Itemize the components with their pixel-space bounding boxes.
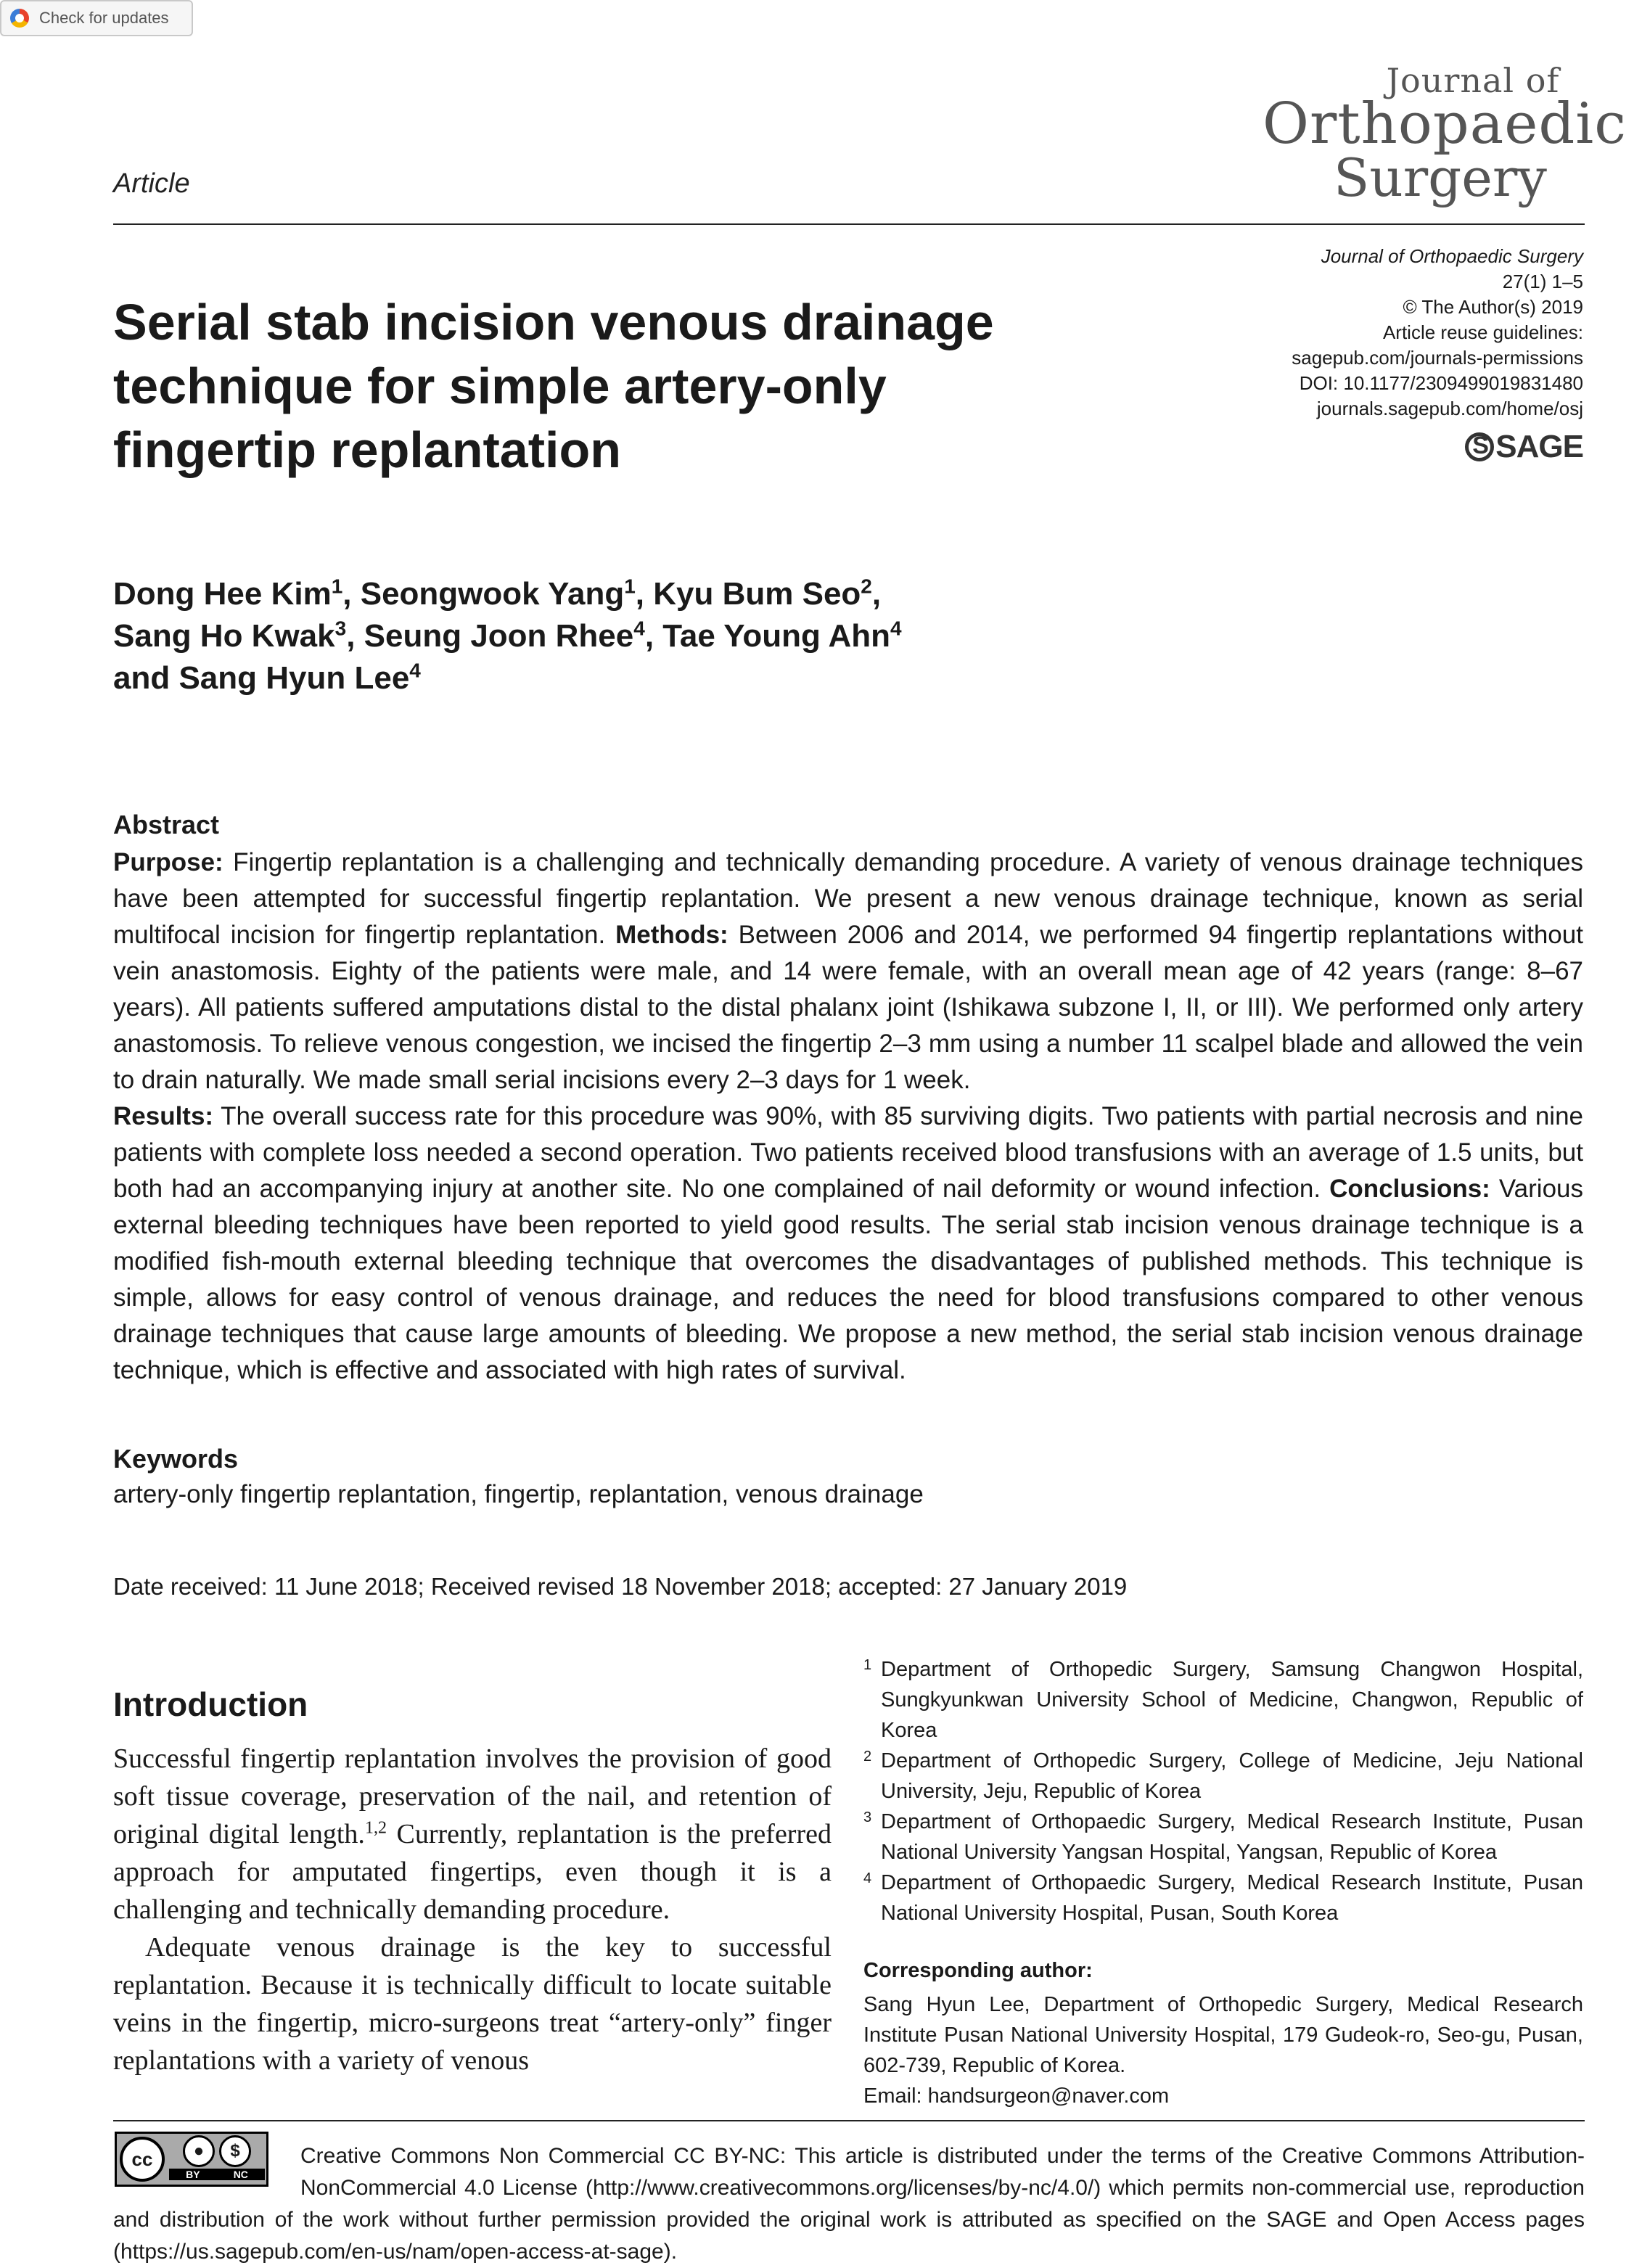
affiliation-number: 2 <box>863 1749 872 1764</box>
sage-logo-icon <box>1465 432 1494 461</box>
introduction-paragraph-1 <box>113 1740 832 1928</box>
intro-p1-citation[interactable]: 1,2 <box>364 1818 387 1838</box>
author-separator: , <box>635 576 654 612</box>
journal-logo-line3: Surgery <box>1334 147 1547 208</box>
abstract-conclusions: Various external bleeding techniques have been reported to yield good results. The serial stab incision venous drainage technique is a modified fish-mouth external bleeding technique that overcomes the disadvantages of published methods. This technique is simple, allows for easy control of venous drainage, and reduces the need for blood transfusions compared to other venous drainage techniques that cause large amounts of bleeding. We propose a new method, the serial stab incision venous drainage technique, which is effective and associated with high rates of survival. <box>113 1175 1583 1384</box>
abstract-results: The overall success rate for this procedure was 90%, with 85 surviving digits. Two patients with partial necrosis and nine patients with complete loss needed a second operation. Two patients received blood transfusions with an average of 1.5 units, but both had an accompanying injury at another site. No one complained of nail deformity or wound infection. <box>113 1102 1583 1203</box>
author-name[interactable]: Dong Hee Kim <box>113 576 332 612</box>
author-affiliation-marker: 4 <box>409 659 421 682</box>
affiliations-list <box>863 1654 1583 1928</box>
corresponding-author-details <box>863 1989 1583 2111</box>
meta-doi[interactable]: DOI: 10.1177/2309499019831480 <box>1299 372 1583 394</box>
introduction-body <box>113 1740 832 2079</box>
abstract-body <box>113 845 1583 1389</box>
author-name[interactable]: Seongwook Yang <box>360 576 625 612</box>
meta-reuse-link[interactable]: sagepub.com/journals-permissions <box>1292 347 1583 369</box>
footer-divider <box>113 2120 1585 2121</box>
author-affiliation-marker: 3 <box>334 617 347 640</box>
intro-p1-text-a: Successful fingertip replantation involves the provision of good soft tissue coverage, preservation of the nail, and retention of original digital length. <box>113 1743 832 1849</box>
sage-logo <box>1463 428 1583 466</box>
abstract-purpose: Fingertip replantation is a challenging and technically demanding procedure. A variety of venous drainage techniques have been attempted for successful fingertip replantation. We present a new venous drainage technique, known as serial multifocal incision for fingertip replantation. <box>113 848 1583 949</box>
check-for-updates-label: Check for updates <box>39 9 169 27</box>
affiliation-text: Department of Orthopaedic Surgery, Medical Research Institute, Pusan National University Hospital, Pusan, South Korea <box>881 1871 1583 1925</box>
author-affiliation-marker: 1 <box>331 575 343 598</box>
meta-journal-name: Journal of Orthopaedic Surgery <box>1321 245 1583 267</box>
cc-license-badge[interactable] <box>115 2132 268 2187</box>
author-name[interactable]: Tae Young Ahn <box>662 618 890 654</box>
affiliation-item <box>863 1654 1583 1746</box>
cc-nc-label: NC <box>233 2169 248 2180</box>
journal-logo-line1: Journal of <box>1386 61 1560 100</box>
article-type-label: Article <box>113 168 190 199</box>
corresponding-author-heading: Corresponding author: <box>863 1959 1093 1982</box>
header-divider <box>113 223 1585 225</box>
author-affiliation-marker: 4 <box>890 617 902 640</box>
author-name[interactable]: Kyu Bum Seo <box>653 576 861 612</box>
corresponding-author-address: Sang Hyun Lee, Department of Orthopedic Surgery, Medical Research Institute Pusan National University Hospital, 179 Gudeok-ro, Seo-gu, Pusan, 602-739, Republic of Korea. <box>863 1993 1583 2077</box>
affiliation-text: Department of Orthopedic Surgery, College of Medicine, Jeju National University, Jeju, Republic of Korea <box>881 1749 1583 1803</box>
introduction-paragraph-2: Adequate venous drainage is the key to successful replantation. Because it is technically difficult to locate suitable veins in the fingertip, micro-surgeons treat “artery-only” finger replantations with a variety of venous <box>113 1932 832 2076</box>
author-affiliation-marker: 1 <box>624 575 636 598</box>
check-for-updates-button[interactable] <box>0 0 193 36</box>
author-name[interactable]: and Sang Hyun Lee <box>113 660 410 696</box>
article-title: Serial stab incision venous drainage technique for simple artery-only fingertip replantation <box>113 294 994 478</box>
author-name[interactable]: Seung Joon Rhee <box>364 618 634 654</box>
license-text: Creative Commons Non Commercial CC BY-NC: This article is distributed under the terms of the Creative Commons Attribution-NonCommercial 4.0 License (http://www.creativecommons.org/licenses/by-nc/4.0/) which permits non-commercial use, reproduction and distribution of the work without further permission provided the original work is attributed as specified on the SAGE and Open Access pages (https://us.sagepub.com/en-us/nam/open-access-at-sage). <box>113 2144 1585 2264</box>
attribution-icon: ● <box>183 2135 215 2167</box>
abstract-methods: Between 2006 and 2014, we performed 94 fingertip replantations without vein anastomosis. Eighty of the patients were male, and 14 were female, with an overall mean age of 42 years (range: 8–67 years). All patients suffered amputations distal to the distal phalanx joint (Ishikawa subzone I, II, or III). We performed only artery anastomosis. To relieve venous congestion, we incised the fingertip 2–3 mm using a number 11 scalpel blade and allowed the vein to drain naturally. We made small serial incisions every 2–3 days for 1 week. <box>113 921 1583 1094</box>
meta-copyright: © The Author(s) 2019 <box>1403 296 1583 318</box>
abstract-methods-label: Methods: <box>615 921 728 949</box>
corresponding-author-email[interactable]: Email: handsurgeon@naver.com <box>863 2084 1170 2108</box>
received-dates: Date received: 11 June 2018; Received revised 18 November 2018; accepted: 27 January 2019 <box>113 1573 1128 1600</box>
affiliation-text: Department of Orthopedic Surgery, Samsung Changwon Hospital, Sungkyunkwan University School of Medicine, Changwon, Republic of Korea <box>881 1658 1583 1742</box>
cc-by-label: BY <box>186 2169 200 2180</box>
introduction-heading: Introduction <box>113 1685 308 1723</box>
sage-logo-text: SAGE <box>1495 429 1583 464</box>
journal-logo <box>1263 61 1627 208</box>
author-separator: , <box>342 576 361 612</box>
author-name[interactable]: Sang Ho Kwak <box>113 618 335 654</box>
affiliation-number: 3 <box>863 1809 872 1825</box>
cc-icon: cc <box>120 2137 165 2182</box>
noncommercial-icon: $ <box>219 2135 251 2167</box>
meta-volume: 27(1) 1–5 <box>1502 271 1583 292</box>
keywords-text: artery-only fingertip replantation, fingertip, replantation, venous drainage <box>113 1480 924 1508</box>
meta-reuse-label: Article reuse guidelines: <box>1382 321 1583 343</box>
abstract-heading: Abstract <box>113 810 220 839</box>
author-separator: , <box>871 576 882 612</box>
abstract-conclusions-label: Conclusions: <box>1329 1175 1490 1203</box>
affiliation-item <box>863 1746 1583 1807</box>
affiliation-number: 1 <box>863 1657 872 1673</box>
affiliation-text: Department of Orthopaedic Surgery, Medical Research Institute, Pusan National University Yangsan Hospital, Yangsan, Republic of Korea <box>881 1810 1583 1864</box>
author-list <box>113 573 1202 699</box>
article-meta <box>1219 244 1583 422</box>
abstract-results-label: Results: <box>113 1102 214 1130</box>
affiliation-item <box>863 1807 1583 1868</box>
license-notice <box>113 2140 1585 2268</box>
meta-home-link[interactable]: journals.sagepub.com/home/osj <box>1316 398 1583 419</box>
author-affiliation-marker: 4 <box>633 617 645 640</box>
keywords-heading: Keywords <box>113 1444 239 1474</box>
journal-logo-line2: Orthopaedic <box>1263 91 1627 157</box>
intro-p1-text-b: Currently, replantation is the preferred approach for amputated fingertips, even though it is a challenging and technically demanding procedure. <box>113 1819 832 1925</box>
crossmark-icon <box>10 9 29 28</box>
affiliation-item <box>863 1868 1583 1928</box>
author-separator: , <box>346 618 364 654</box>
abstract-purpose-label: Purpose: <box>113 848 223 876</box>
author-separator: , <box>644 618 663 654</box>
affiliation-number: 4 <box>863 1870 872 1886</box>
author-affiliation-marker: 2 <box>861 575 872 598</box>
